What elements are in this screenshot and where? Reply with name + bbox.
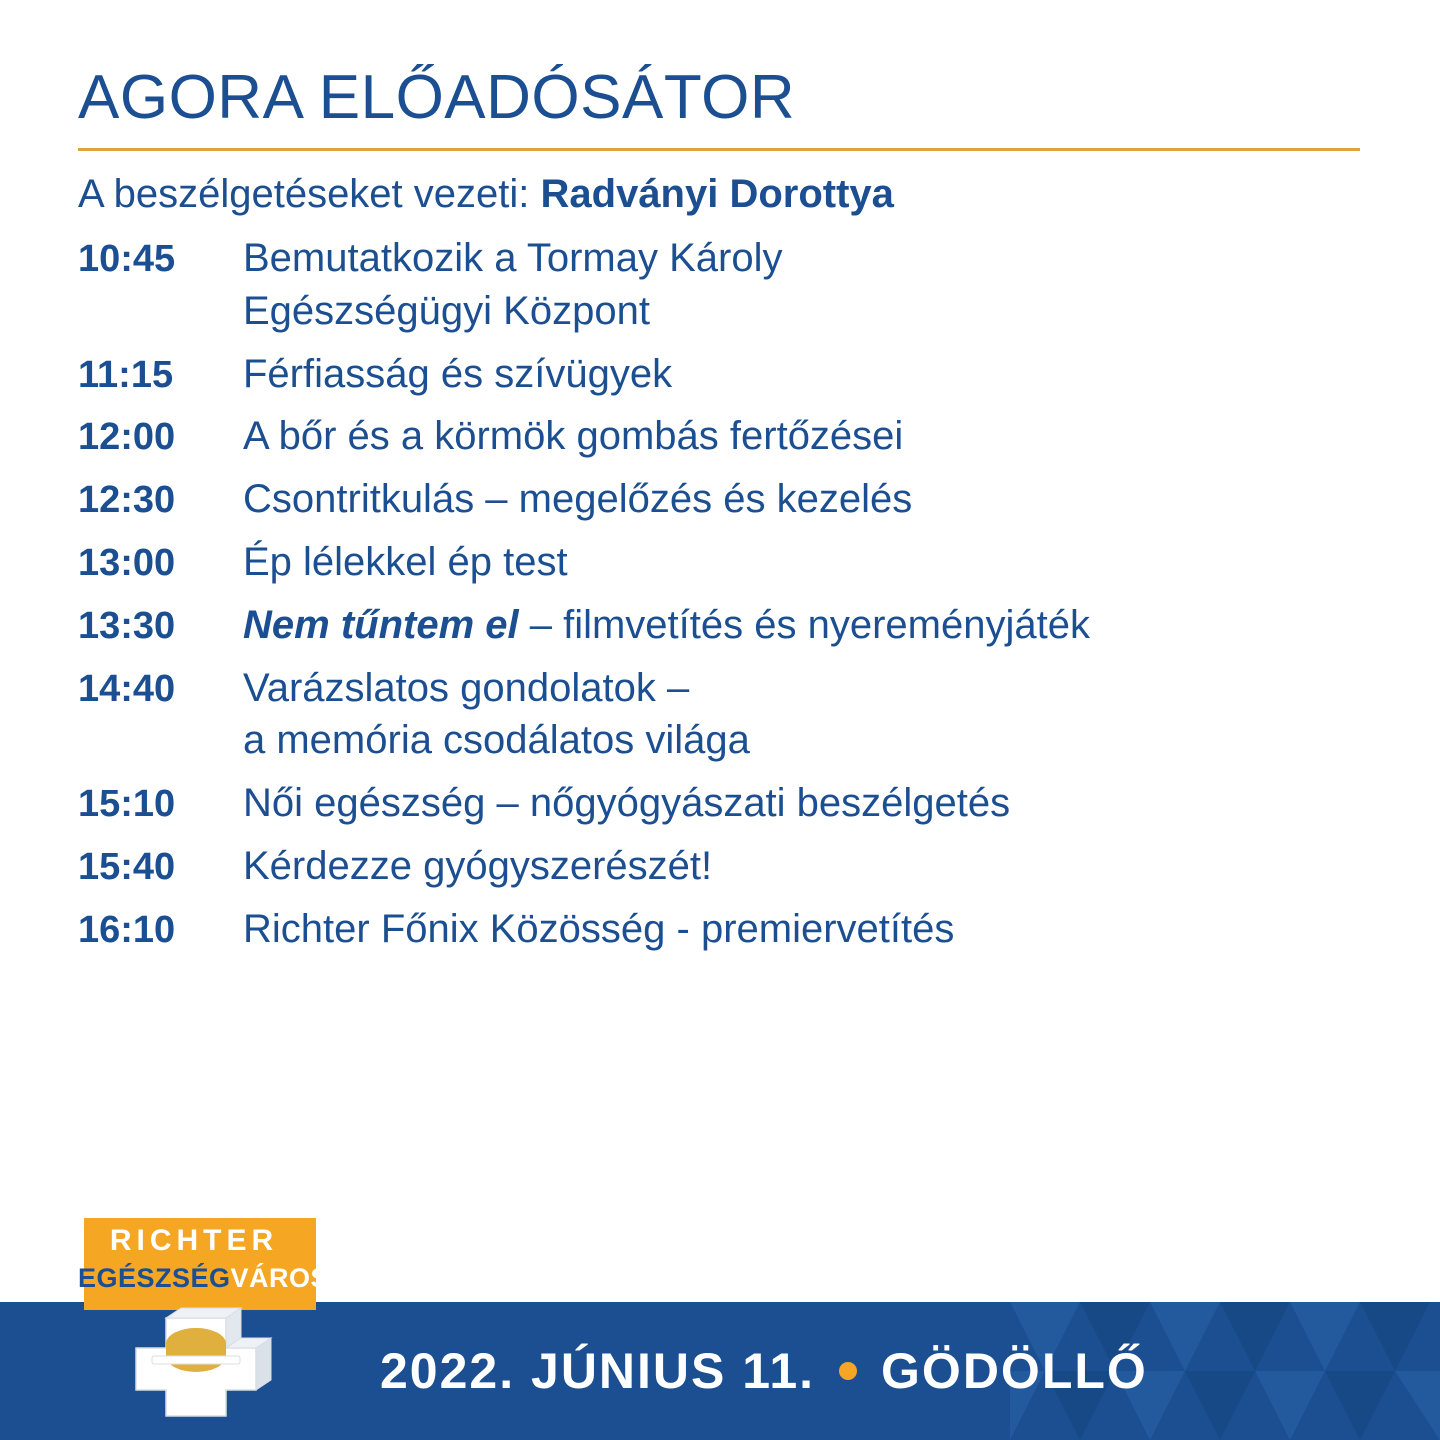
footer-text — [380, 1342, 1148, 1400]
schedule-time: 10:45 — [78, 238, 176, 280]
schedule-row — [78, 777, 1378, 830]
schedule-text: Bemutatkozik a Tormay Károly — [243, 236, 783, 280]
schedule-time: 13:00 — [78, 541, 176, 584]
schedule-description — [243, 840, 712, 893]
schedule-description — [243, 536, 568, 589]
schedule-row — [78, 410, 1378, 463]
schedule-row — [78, 840, 1378, 893]
schedule-time: 12:00 — [78, 416, 176, 459]
title-divider — [78, 148, 1360, 151]
schedule-description — [243, 777, 1010, 830]
host-prefix: A beszélgetéseket vezeti: — [78, 172, 541, 216]
host-name: Radványi Dorottya — [540, 172, 894, 216]
schedule-row — [78, 473, 1378, 526]
page-title: AGORA ELŐADÓSÁTOR — [78, 63, 796, 132]
schedule-description — [243, 903, 954, 956]
schedule-time: 11:15 — [78, 353, 174, 396]
schedule-row — [78, 662, 1378, 768]
schedule-description — [243, 662, 750, 768]
schedule-row — [78, 599, 1378, 652]
schedule-time: 15:10 — [78, 783, 176, 826]
schedule-text: Női egészség – nőgyógyászati beszélgetés — [243, 781, 1011, 826]
schedule-row — [78, 232, 1378, 338]
schedule-text: A bőr és a körmök gombás fertőzései — [243, 414, 904, 459]
schedule-time: 13:30 — [78, 604, 176, 647]
schedule-description — [243, 599, 1090, 652]
logo-richter-text: RICHTER — [109, 1224, 279, 1257]
schedule-text: Kérdezze gyógyszerészét! — [243, 843, 713, 888]
schedule-description — [243, 348, 672, 401]
event-city: GÖDÖLLŐ — [881, 1343, 1148, 1399]
schedule-time: 16:10 — [78, 908, 176, 951]
schedule-row — [78, 348, 1378, 401]
logo-egeszseg-word: EGÉSZSÉG — [78, 1263, 231, 1293]
schedule-list — [78, 232, 1378, 966]
schedule-text: Richter Főnix Közösség - premiervetítés — [243, 906, 955, 951]
event-date: 2022. JÚNIUS 11. — [380, 1343, 816, 1399]
schedule-text: Csontritkulás – megelőzés és kezelés — [243, 477, 913, 522]
schedule-description — [243, 410, 903, 463]
schedule-row — [78, 536, 1378, 589]
schedule-time: 14:40 — [78, 667, 176, 710]
logo-egeszsegvaros-text — [78, 1263, 330, 1294]
schedule-text-line2: a memória csodálatos világa — [243, 718, 750, 763]
schedule-time: 15:40 — [78, 845, 176, 888]
schedule-text-line2: Egészségügyi Központ — [243, 288, 650, 333]
schedule-text: Varázslatos gondolatok – — [243, 665, 690, 710]
schedule-description — [243, 473, 912, 526]
schedule-text: Férfiasság és szívügyek — [243, 351, 673, 396]
cross-3d-icon — [106, 1304, 286, 1422]
schedule-row — [78, 903, 1378, 956]
richter-logo — [78, 1218, 330, 1418]
schedule-text-emphasis: Nem tűntem el — [243, 602, 519, 647]
bullet-dot-icon — [839, 1362, 857, 1380]
logo-varos-word: VÁROS — [230, 1263, 330, 1293]
schedule-text: – filmvetítés és nyereményjáték — [518, 602, 1090, 647]
schedule-text: Ép lélekkel ép test — [243, 539, 568, 584]
schedule-description — [243, 232, 782, 338]
schedule-time: 12:30 — [78, 479, 176, 522]
host-line — [78, 172, 894, 217]
